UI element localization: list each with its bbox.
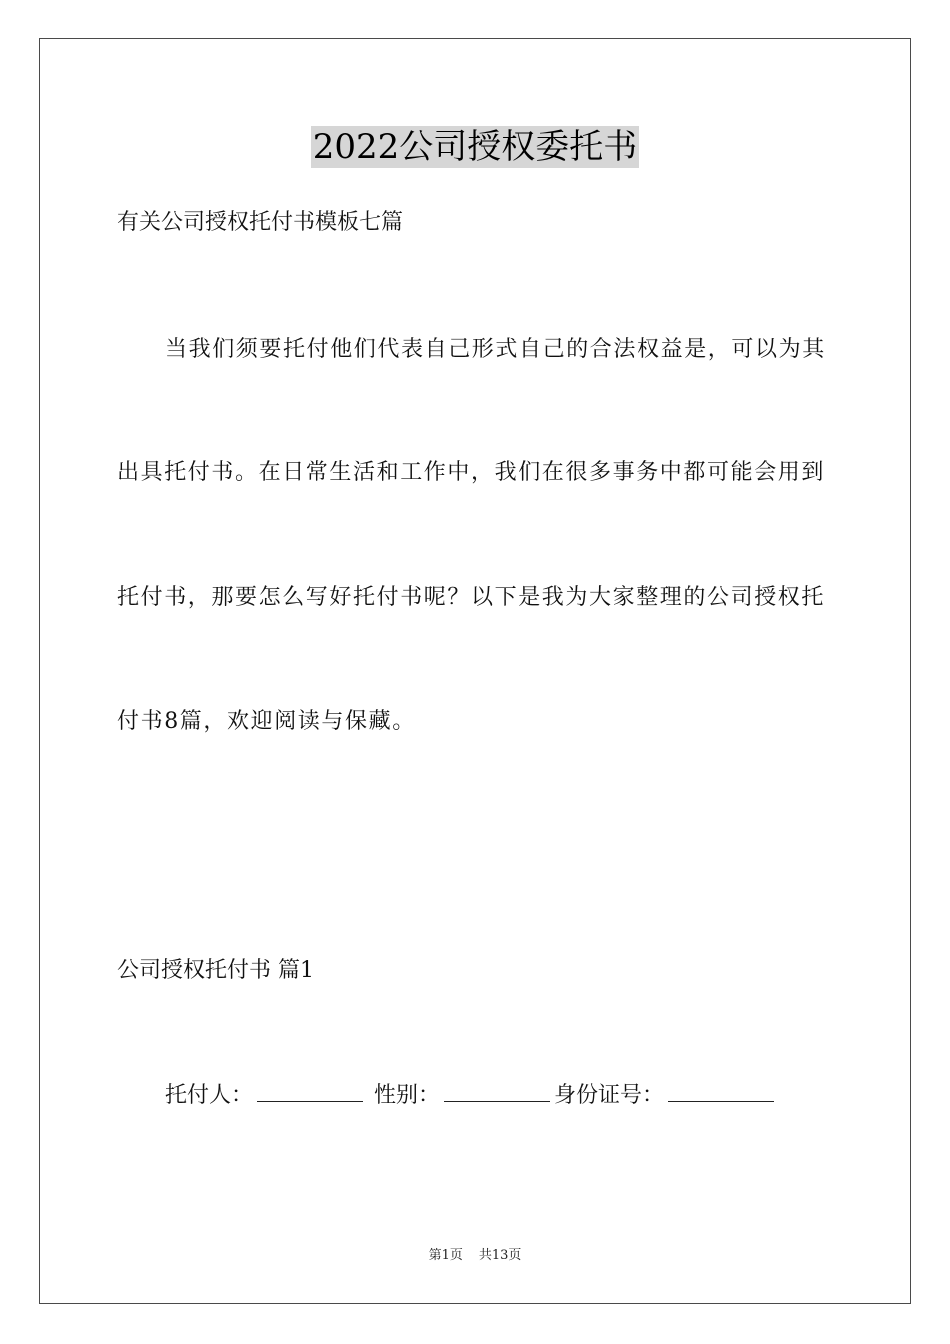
page-number-current: 第1页 (428, 1248, 463, 1263)
form-fields-row (165, 1081, 778, 1111)
intro-line-4: 付书8篇，欢迎阅读与保藏。 (117, 709, 416, 734)
section-heading: 公司授权托付书 篇1 (117, 958, 314, 983)
intro-line-1: 当我们须要托付他们代表自己形式自己的合法权益是，可以为其 (165, 337, 826, 362)
intro-line-3: 托付书，那要怎么写好托付书呢？以下是我为大家整理的公司授权托 (117, 585, 826, 610)
principal-label: 托付人： (165, 1083, 254, 1108)
gender-blank[interactable] (444, 1083, 550, 1102)
intro-line-2: 出具托付书。在日常生活和工作中，我们在很多事务中都可能会用到 (117, 460, 826, 485)
gender-label: 性别： (374, 1083, 441, 1108)
document-title: 2022公司授权委托书 (312, 127, 638, 167)
document-subtitle: 有关公司授权托付书模板七篇 (117, 210, 404, 235)
id-label: 身份证号： (554, 1083, 665, 1108)
page-number-total: 共13页 (478, 1248, 522, 1263)
page-footer (0, 1247, 950, 1265)
principal-blank[interactable] (257, 1083, 363, 1102)
id-blank[interactable] (668, 1083, 774, 1102)
title-container (0, 126, 950, 168)
